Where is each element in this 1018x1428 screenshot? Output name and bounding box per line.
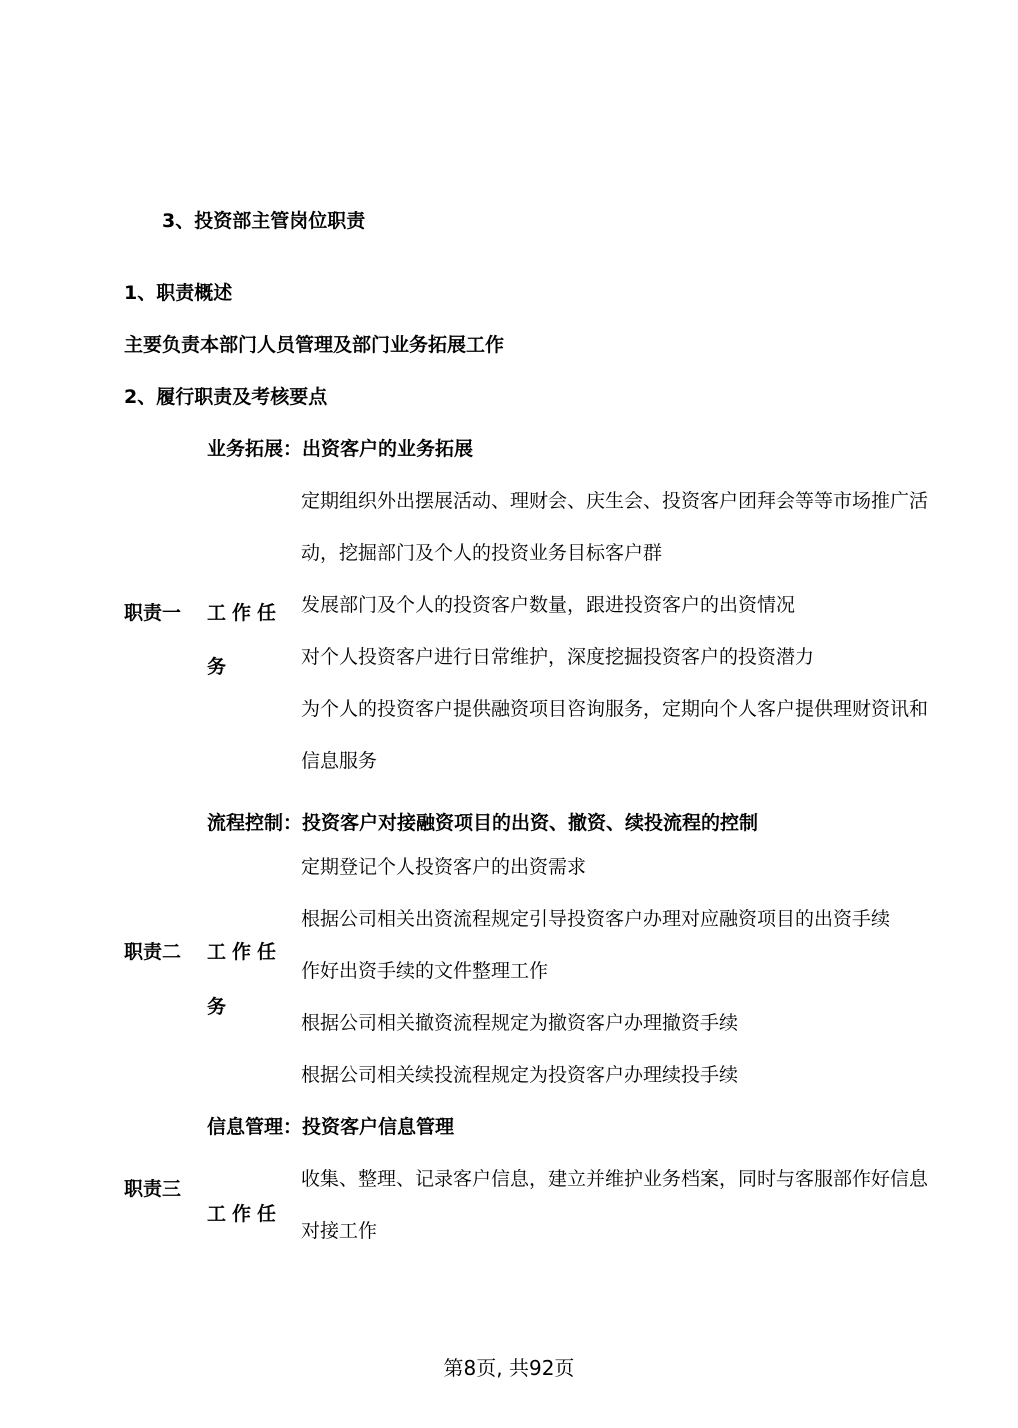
section-title: 3、投资部主管岗位职责 xyxy=(162,210,366,232)
duty-2-title: 流程控制：投资客户对接融资项目的出资、撤资、续投流程的控制 xyxy=(207,812,759,834)
duty-1-line-1: 定期组织外出摆展活动、理财会、庆生会、投资客户团拜会等等市场推广活 xyxy=(301,490,929,512)
duty-2-line-2: 根据公司相关出资流程规定引导投资客户办理对应融资项目的出资手续 xyxy=(301,908,891,930)
overview-heading: 1、职责概述 xyxy=(124,282,233,304)
duties-heading: 2、履行职责及考核要点 xyxy=(124,386,328,408)
duty-2-task-label: 工作任 xyxy=(207,941,283,963)
duty-2-task-label-cont: 务 xyxy=(207,996,227,1018)
page-footer: 第8页, 共92页 xyxy=(443,1356,575,1380)
overview-text: 主要负责本部门人员管理及部门业务拓展工作 xyxy=(124,334,505,356)
duty-1-task-label-cont: 务 xyxy=(207,656,227,678)
duty-3-line-2: 对接工作 xyxy=(301,1220,378,1242)
duty-3-task-label: 工作任 xyxy=(207,1203,283,1225)
duty-1-line-2: 动，挖掘部门及个人的投资业务目标客户群 xyxy=(301,542,663,564)
duty-2-line-1: 定期登记个人投资客户的出资需求 xyxy=(301,856,587,878)
duty-3-line-1: 收集、整理、记录客户信息，建立并维护业务档案，同时与客服部作好信息 xyxy=(301,1168,929,1190)
duty-2-line-3: 作好出资手续的文件整理工作 xyxy=(301,960,549,982)
duty-3-label: 职责三 xyxy=(124,1178,182,1200)
duty-1-line-3: 发展部门及个人的投资客户数量，跟进投资客户的出资情况 xyxy=(301,594,796,616)
duty-1-task-label: 工作任 xyxy=(207,602,283,624)
duty-1-line-6: 信息服务 xyxy=(301,750,378,772)
duty-1-line-5: 为个人的投资客户提供融资项目咨询服务，定期向个人客户提供理财资讯和 xyxy=(301,698,929,720)
duty-1-line-4: 对个人投资客户进行日常维护，深度挖掘投资客户的投资潜力 xyxy=(301,646,815,668)
duty-2-line-4: 根据公司相关撤资流程规定为撤资客户办理撤资手续 xyxy=(301,1012,739,1034)
duty-1-label: 职责一 xyxy=(124,602,182,624)
duty-3-title: 信息管理：投资客户信息管理 xyxy=(207,1116,455,1138)
duty-2-label: 职责二 xyxy=(124,941,182,963)
duty-2-line-5: 根据公司相关续投流程规定为投资客户办理续投手续 xyxy=(301,1064,739,1086)
duty-1-title: 业务拓展：出资客户的业务拓展 xyxy=(207,438,474,460)
